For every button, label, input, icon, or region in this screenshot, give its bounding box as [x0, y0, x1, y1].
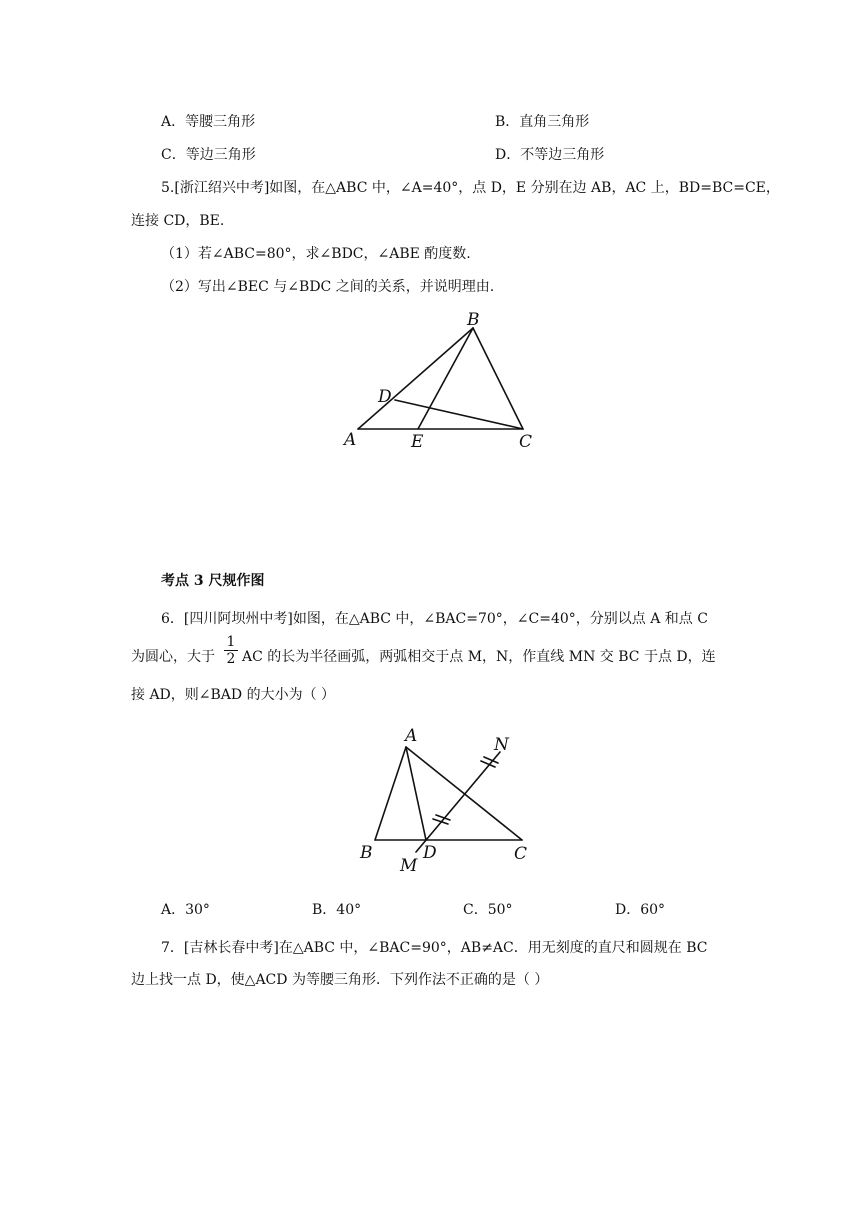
q5-edge-bc	[473, 328, 523, 429]
q6-edge-ab	[375, 747, 406, 840]
q6-label-d: D	[423, 843, 437, 863]
q6-stem-line2b: AC 的长为半径画弧，两弧相交于点 M，N，作直线 MN 交 BC 于点 D，连	[242, 649, 716, 665]
q5-label-d: D	[378, 387, 392, 407]
q6-stem-line1: 6．[四川阿坝州中考]如图，在△ABC 中，∠BAC=70°，∠C=40°，分别以点 A 和点 C	[161, 611, 708, 627]
q5-part2: （2）写出∠BEC 与∠BDC 之间的关系，并说明理由.	[161, 279, 495, 295]
q6-fraction-numerator: 1	[226, 634, 236, 650]
q5-label-b: B	[467, 310, 480, 330]
q6-option-c: C．50°	[463, 902, 513, 918]
q6-option-a: A．30°	[161, 902, 210, 918]
q6-fraction-denominator: 2	[226, 651, 236, 667]
q5-part1: （1）若∠ABC=80°，求∠BDC，∠ABE 酌度数.	[161, 246, 471, 262]
q6-stem-line3: 接 AD，则∠BAD 的大小为（ ）	[131, 687, 336, 703]
q5-segment-cd	[395, 400, 523, 429]
section-title: 考点 3 尺规作图	[161, 573, 265, 589]
q6-label-c: C	[514, 844, 528, 864]
q6-label-b: B	[360, 843, 373, 863]
q4-option-d: D．不等边三角形	[495, 147, 605, 163]
q6-option-d: D．60°	[615, 902, 666, 918]
q5-segment-be	[418, 328, 473, 429]
q6-option-b: B．40°	[312, 902, 362, 918]
q5-stem-line1: 5.[浙江绍兴中考]如图，在△ABC 中，∠A=40°，点 D，E 分别在边 AB，AC 上，BD=BC=CE，	[161, 180, 780, 196]
q5-stem-line2: 连接 CD，BE.	[131, 213, 225, 229]
q6-line-mn	[416, 752, 500, 852]
q4-option-a: A．等腰三角形	[161, 114, 256, 130]
q6-stem-line2a: 为圆心，大于	[131, 649, 215, 665]
q4-option-b: B．直角三角形	[495, 114, 590, 130]
q4-option-c: C．等边三角形	[161, 147, 256, 163]
q5-label-a: A	[344, 430, 357, 450]
q5-label-c: C	[519, 432, 533, 452]
q6-label-n: N	[494, 735, 509, 755]
q6-fraction-half	[224, 635, 238, 666]
q7-stem-line1: 7．[吉林长春中考]在△ABC 中，∠BAC=90°，AB≠AC．用无刻度的直尺和圆规在 BC	[161, 940, 708, 956]
q5-figure	[330, 305, 550, 455]
q6-label-m: M	[400, 856, 418, 876]
q6-label-a: A	[405, 726, 418, 746]
q7-stem-line2: 边上找一点 D，使△ACD 为等腰三角形．下列作法不正确的是（ ）	[131, 972, 549, 988]
q5-label-e: E	[411, 432, 424, 452]
q6-figure	[350, 720, 550, 880]
